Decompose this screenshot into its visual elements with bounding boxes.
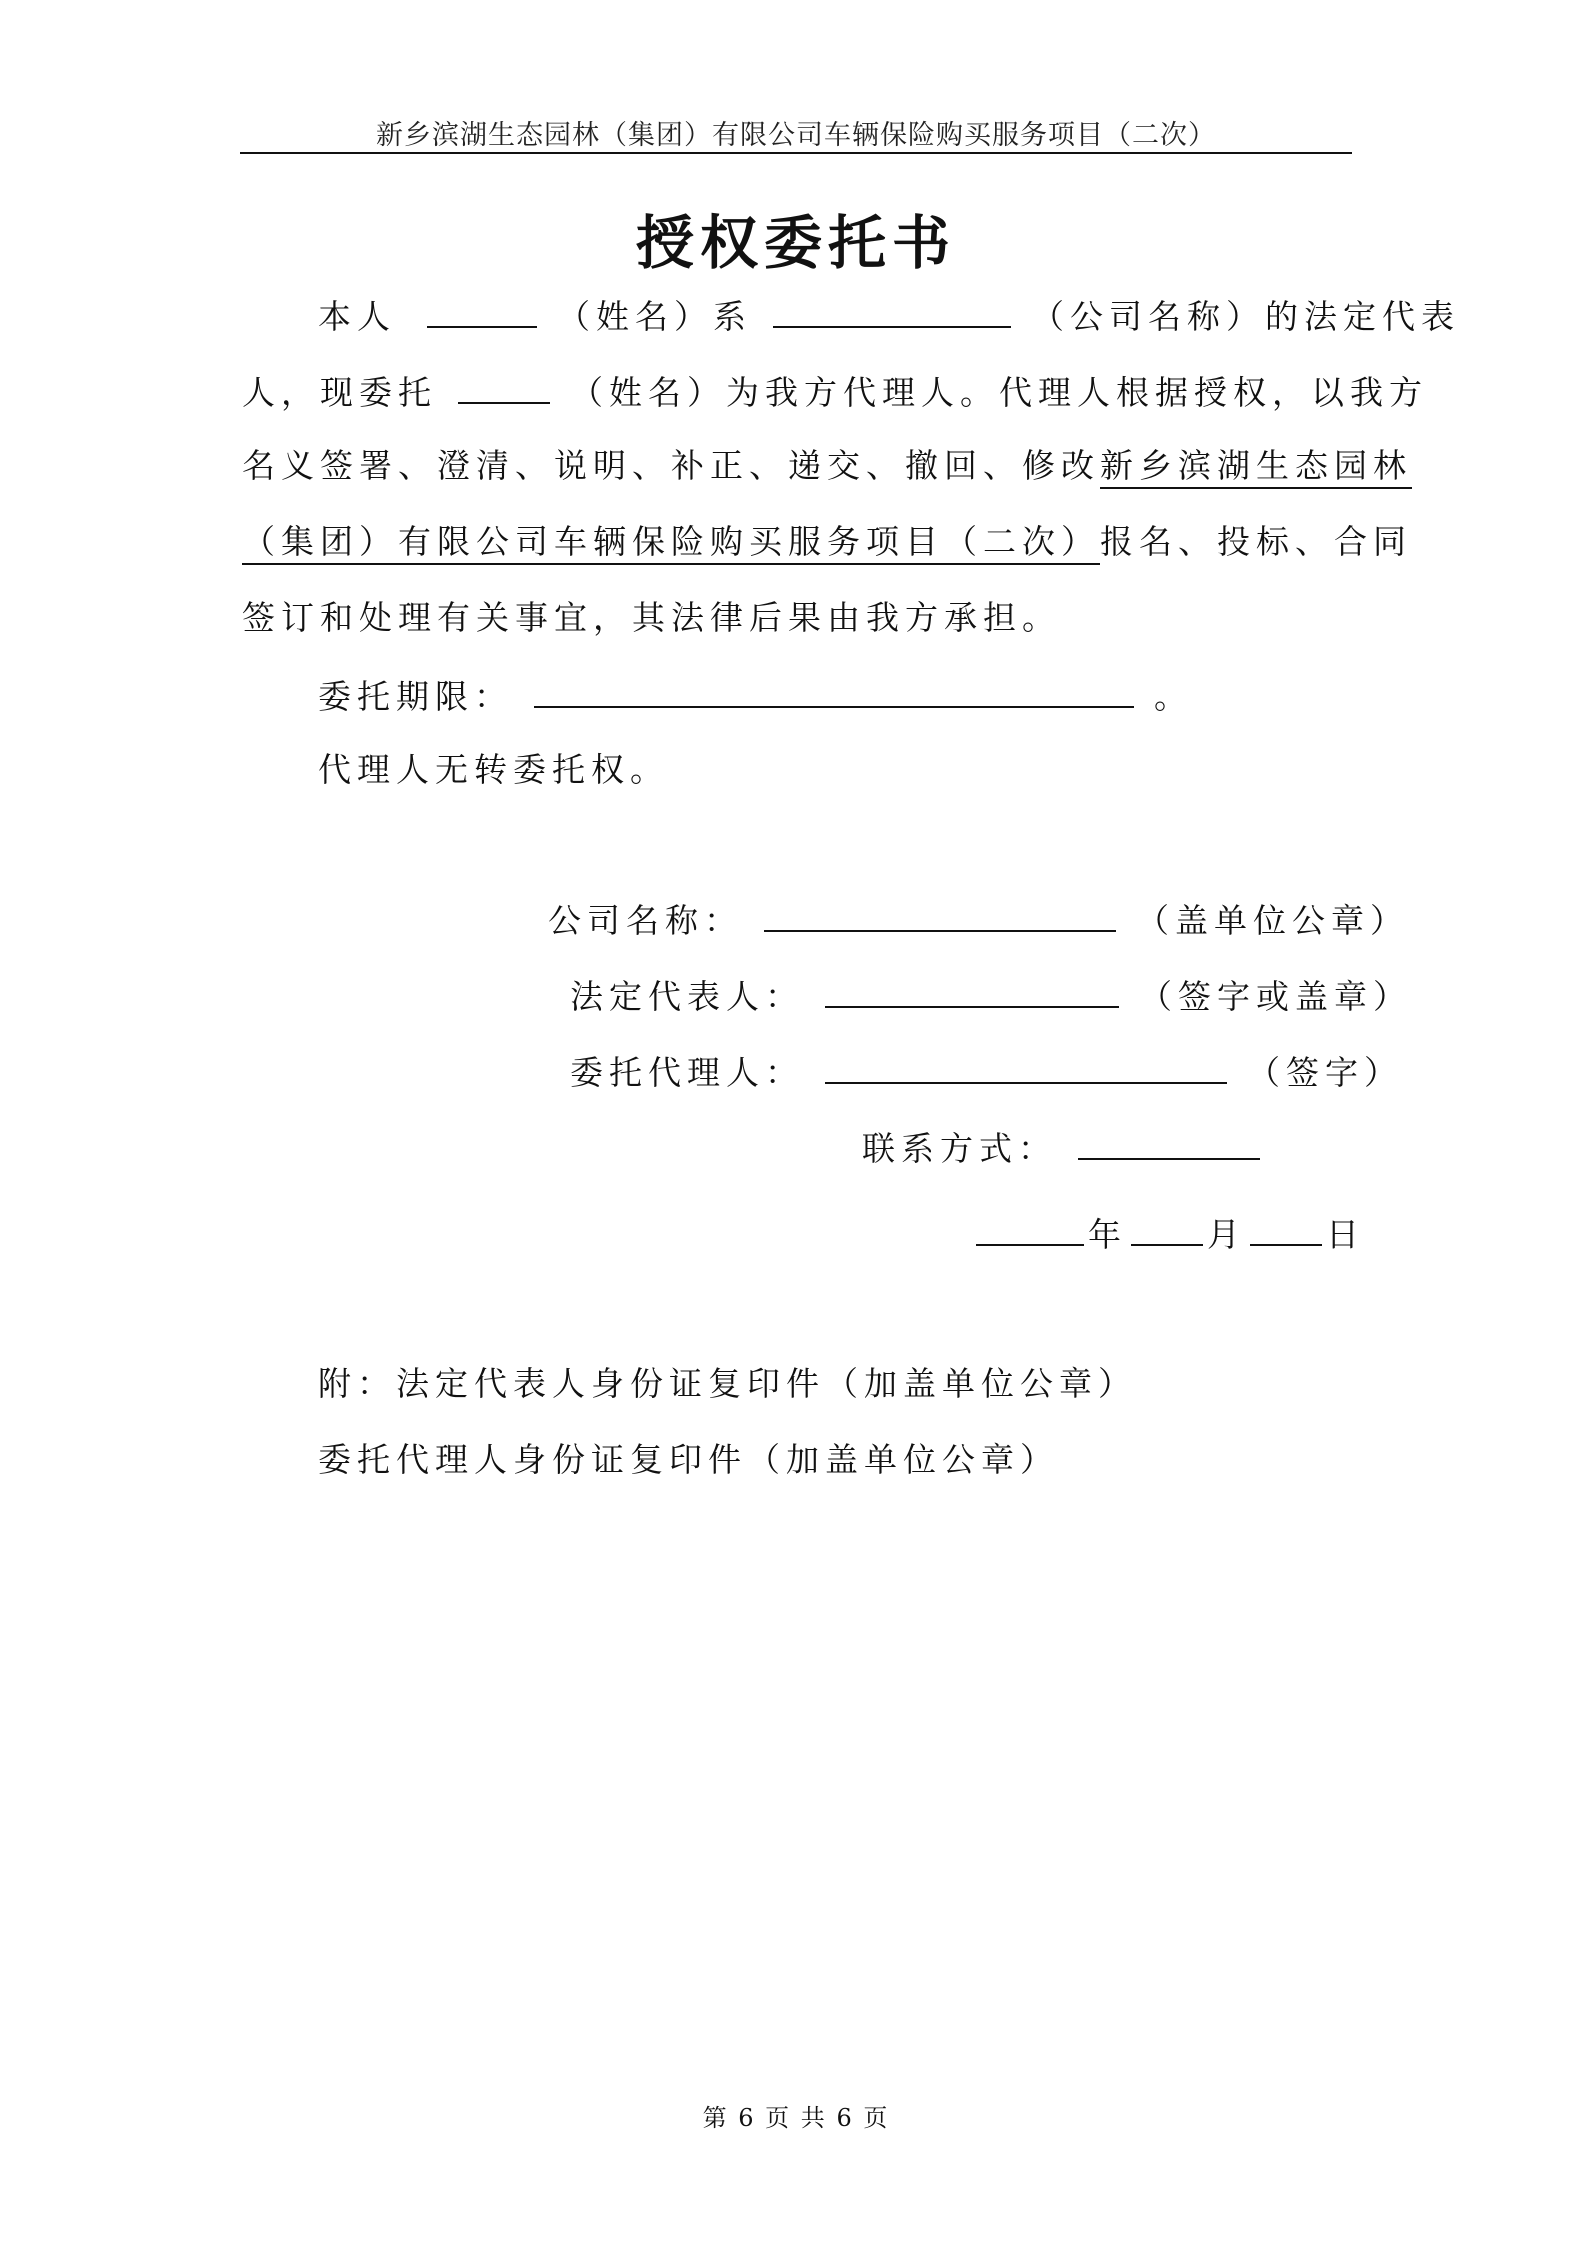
text-name-xi: （姓名）系	[557, 297, 752, 336]
no-subdelegation: 代理人无转委托权。	[318, 750, 669, 789]
legal-rep-blank[interactable]	[825, 972, 1119, 1008]
text-bid-matters: 报名、投标、合同	[1100, 522, 1412, 561]
agent-sign-row	[570, 1048, 1403, 1095]
para1-line5	[242, 596, 1061, 640]
legal-rep-label: 法定代表人：	[570, 977, 804, 1016]
text-benren: 本人	[318, 297, 396, 336]
term-label: 委托期限：	[318, 677, 513, 716]
para1-line3	[242, 444, 1412, 488]
header-rule	[240, 152, 1352, 154]
text-legal-consequence: 签订和处理有关事宜，其法律后果由我方承担。	[242, 598, 1061, 637]
day-blank[interactable]	[1250, 1210, 1322, 1246]
legal-rep-note: （签字或盖章）	[1139, 977, 1412, 1016]
term-blank[interactable]	[534, 672, 1134, 708]
agent-note: （签字）	[1247, 1053, 1403, 1092]
contact-blank[interactable]	[1078, 1124, 1260, 1160]
term-line	[318, 672, 1193, 719]
month-label: 月	[1207, 1215, 1246, 1254]
project-name-part1: 新乡滨湖生态园林	[1100, 446, 1412, 489]
contact-row	[862, 1124, 1264, 1171]
project-name-part2: （集团）有限公司车辆保险购买服务项目（二次）	[242, 522, 1100, 565]
month-blank[interactable]	[1131, 1210, 1203, 1246]
agent-label: 委托代理人：	[570, 1053, 804, 1092]
company-sign-row	[548, 896, 1409, 943]
para1-line4	[242, 520, 1412, 564]
term-period: 。	[1154, 677, 1193, 716]
company-sign-blank[interactable]	[764, 896, 1116, 932]
day-label: 日	[1326, 1215, 1365, 1254]
page-number: 第 6 页 共 6 页	[702, 2104, 890, 2132]
text-agent-authority: （姓名）为我方代理人。代理人根据授权，以我方	[570, 373, 1428, 412]
para1-line2	[242, 368, 1428, 415]
contact-label: 联系方式：	[862, 1129, 1057, 1168]
attachment-2: 委托代理人身份证复印件（加盖单位公章）	[318, 1440, 1059, 1479]
date-row	[976, 1210, 1365, 1257]
agent-sign-blank[interactable]	[825, 1048, 1227, 1084]
para1-line1	[318, 292, 1460, 339]
text-actions: 名义签署、澄清、说明、补正、递交、撤回、修改	[242, 446, 1100, 485]
year-label: 年	[1088, 1215, 1127, 1254]
agent-name-blank[interactable]	[458, 368, 550, 404]
text-xianweituo: 人，现委托	[242, 373, 437, 412]
year-blank[interactable]	[976, 1210, 1084, 1246]
attachment-1: 附：法定代表人身份证复印件（加盖单位公章）	[318, 1364, 1137, 1403]
company-name-blank[interactable]	[773, 292, 1011, 328]
legal-rep-row	[570, 972, 1412, 1019]
running-header: 新乡滨湖生态园林（集团）有限公司车辆保险购买服务项目（二次）	[376, 120, 1216, 151]
name-blank[interactable]	[427, 292, 537, 328]
company-label: 公司名称：	[548, 901, 743, 940]
text-company-rep: （公司名称）的法定代表	[1031, 297, 1460, 336]
company-seal-note: （盖单位公章）	[1136, 901, 1409, 940]
document-title: 授权委托书	[635, 209, 956, 277]
